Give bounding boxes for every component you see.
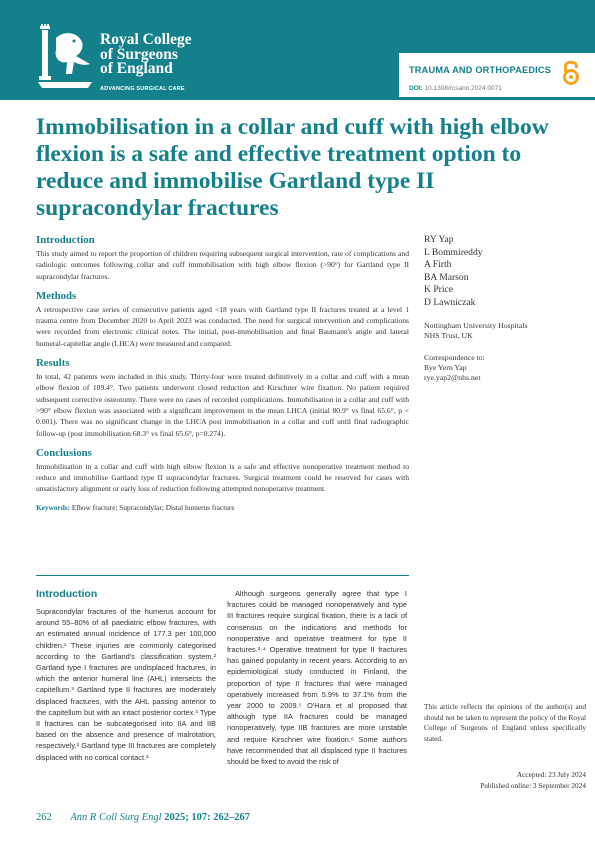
- publication-dates: [424, 770, 586, 791]
- author-name: L Bommireddy: [424, 246, 483, 258]
- abstract-introduction-text: This study aimed to report the proportion of children requiring subsequent surgical intervention, rate of complications and radiologic outcomes following collar and cuff immobilisation with high elbow flexion (>90°) for Gartland type II supracondylar fractures.: [36, 249, 409, 281]
- introduction-heading: Introduction: [36, 588, 98, 600]
- correspondence-name: Rye Yern Yap: [424, 363, 467, 372]
- correspondence-label: Correspondence to:: [424, 353, 485, 362]
- doi-link[interactable]: 10.1308/rcsann.2024.0071: [424, 85, 502, 92]
- author-name: BA Marson: [424, 271, 469, 283]
- open-access-icon: [561, 58, 581, 86]
- keywords-list: Elbow fracture; Supracondylar; Distal humerus fracture: [71, 502, 235, 512]
- journal-year-volume: 2025; 107: 262–267: [164, 812, 250, 823]
- author-name: D Lawniczak: [424, 296, 476, 308]
- published-date: Published online: 3 September 2024: [480, 780, 586, 790]
- body-paragraph: Supracondylar fractures of the humerus account for around 55–80% of all paediatric elbow fractures, with an estimated annual incidence of 177.3 per 100,000 children.¹ These injuries are commonly categorised according to the Gartland's classification system.² Gartland type I fractures are undisplaced fractures, in which the anterior humeral line (AHL) intersects the capitellum.³ Gartland type II fractures are moderately displaced fractures, with the AHL passing anterior to the capitellum but with an intact posterior cortex.³ Type II fractures can be subcategorised into IIA and IIB based on the absence and presence of malrotation, respectively.³ Gartland type III fractures are completely displaced with no cortical contact.²: [36, 607, 216, 762]
- keywords: [36, 503, 409, 512]
- journal-name: Ann R Coll Surg Engl: [70, 812, 162, 823]
- body-paragraph: Although surgeons generally agree that type I fractures could be managed nonoperatively and type III fractures require surgical fixation, there is a lack of consensus on the indications and methods for nonoperative and operative treatment for type II fractures.³·⁴ Operative treatment for type II fractures has gained popularity in recent years. According to an epidemiological study conducted in Finland, the proportion of type II fractures that were managed operatively increased from 5.9% to 37.1% from the year 2000 to 2009.⁵ O'Hara et al proposed that although type IIA fractures could be managed nonoperatively, type IIB fractures are more unstable and require Kirschner wire fixation.⁶ Some authors have recommended that all displaced type II fractures should be fixed to avoid the risk of: [227, 589, 407, 767]
- abstract-results-text: In total, 42 patients were included in this study. Thirty-four were treated definitively in a collar and cuff with a mean elbow flexion of 109.4°. Two patients underwent closed reduction and Kirschner wire fixation. No patient required subsequent corrective osteotomy. There were no cases of recorded complications. Immobilisation in a collar and cuff with >90° elbow flexion was associated with a significant improvement in the mean LHCA (initial 80.9° vs final 65.6°, p < 0.001). There was no significant change in the LHCA post immobilisation in a collar and cuff until final radiographic follow-up (post immobilisation 68.3° vs final 65.6°, p=0.274).: [36, 372, 409, 438]
- abstract-introduction-heading: Introduction: [36, 234, 95, 246]
- keywords-label: Keywords:: [36, 502, 71, 512]
- header-banner: [0, 0, 595, 100]
- abstract-results-heading: Results: [36, 357, 70, 370]
- abstract-conclusions-heading: Conclusions: [36, 446, 92, 459]
- section-divider: [36, 575, 409, 576]
- body-column-2: [227, 588, 407, 767]
- page-footer: [36, 812, 250, 823]
- disclaimer: This article reflects the opinions of the author(s) and should not be taken to represent the policy of the Royal College of Surgeons of England unless specifically stated.: [424, 702, 586, 743]
- college-crest-icon: [34, 24, 96, 90]
- accepted-date: Accepted: 23 July 2024: [516, 770, 586, 779]
- author-name: K Price: [424, 284, 454, 295]
- page-number: 262: [36, 812, 52, 823]
- college-logo-text: Royal College of Surgeons of England: [100, 31, 192, 77]
- abstract-methods-heading: Methods: [36, 289, 77, 302]
- author-panel: [424, 234, 584, 383]
- abstract-conclusions-text: Immobilisation in a collar and cuff with high elbow flexion is a safe and effective nonoperative treatment method to reduce and immobilise Gartland type II supracondylar fractures. Surgical treatment could be reserved for cases with unsatisfactory alignment or early loss of reduction following attempted nonoperative treatment.: [36, 461, 409, 494]
- author-name: RY Yap: [424, 234, 454, 245]
- article-title: Immobilisation in a collar and cuff with high elbow flexion is a safe and effective treatment option to reduce and immobilise Gartland type II supracondylar fractures: [36, 114, 549, 221]
- abstract: [36, 234, 409, 512]
- correspondence-email-link[interactable]: rye.yap2@nhs.net: [424, 373, 481, 382]
- body-column-1: [36, 588, 216, 763]
- doi-line: DOI: 10.1308/rcsann.2024.0071: [409, 85, 502, 92]
- affiliation: Nottingham University Hospitals NHS Trust, UK: [424, 321, 528, 340]
- abstract-methods-text: A retrospective case series of consecutive patients aged <18 years with Gartland type II fractures treated at a level 1 trauma centre from December 2020 to April 2023 was conducted. The need for surgical intervention and complications were recorded from electronic clinical notes. The initial, post-immobilisation and final Baumann's angle and lateral humeral-capitellar angle (LHCA) were measured and compared.: [36, 304, 409, 348]
- section-label-box: [399, 53, 595, 97]
- college-tagline: ADVANCING SURGICAL CARE: [100, 86, 185, 92]
- author-name: A Firth: [424, 259, 452, 270]
- correspondence: [424, 353, 584, 383]
- section-label: TRAUMA AND ORTHOPAEDICS: [409, 65, 552, 75]
